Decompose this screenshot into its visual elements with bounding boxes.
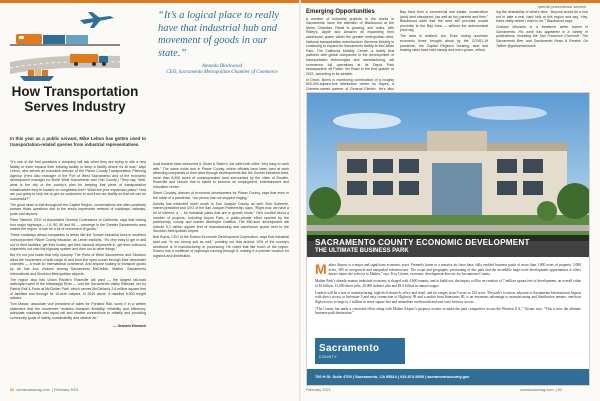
right-footer-end: comstocksmag.com | 83 xyxy=(520,388,562,392)
paragraph: local leaders have welcomed it; Sister & Sister’s Joe calls both cities “very easy to work with.” The same holds true in Placer County, where officials have been hard at work attracting companies to their area through developments like the Sunset Industrial Area, more than 8,000 acres of unincorporated land surrounded by the cities of Rocklin, Roseville and Lincoln that is slated to become an employment, entertainment and education center. xyxy=(153,162,289,189)
paragraph: ing the desirability of what’s here. “Anyone would be a fool not to take a real, hard look at this region and say, ‘Hey, that’s really where I want to be,’” Blackwood says. xyxy=(496,10,588,24)
paragraph xyxy=(315,263,581,277)
logo-name: Sacramento xyxy=(319,343,380,354)
drop-cap: M xyxy=(315,261,327,277)
site-link[interactable]: comstocksmag.com xyxy=(16,388,50,392)
paragraph: A number of industrial projects in the works in Sacramento have the attention of Blackwood at the Metro Chamber. Retail is growing, she notes, with Raley’s, Apple and Amazon all expanding their warehouse space within the greater metropolitan area. National transportation manufacturer Siemens Mobility is continuing to expand its Sacramento facility at McClellan Park. The California Mobility Center, a facility that partners with global companies in the development of transportation technologies and manufacturing, will commence full operations at its Depot Park headquarters off Power Inn Road in the first quarter of 2021, according to its website. xyxy=(306,16,394,76)
pull-quote-text: “It’s a logical place to really have that industrial hub and movement of goods in our state.” xyxy=(158,10,280,59)
transport-illustration xyxy=(10,10,120,82)
paragraph: Bob Burns, CEO of the Solano Economic Development Corporation, says that industrial land use “is our strong suit as well,” pointing out that around 10% of the county’s workforce is in manufacturing or processing. He notes that like much of the region, Solano has a multitude of highways running through it, making it a premier location for logistics and distribution. xyxy=(153,235,289,258)
right-footer xyxy=(306,388,331,392)
paragraph: Tom Masse, associate vice president of sales for Portland Rail, sums it in a written statement that the movement “enables transport flexibility, reliability and efficiency, adequate roadways and equal rail and relative connections to reliably and providing community goals of safety, sustainability and cleaner air.” xyxy=(10,302,146,320)
business-park-photo xyxy=(307,93,589,241)
page-number: 83 xyxy=(557,388,562,392)
right-column-3 xyxy=(496,10,588,50)
paragraph: Sherri Conway, director of economic development for Placer County, says that even in the midst of a pandemic, “our phone has not stopped ringing.” xyxy=(153,191,289,200)
page-gutter xyxy=(299,0,301,401)
author-note: Graham Womack is a freelance writer based in Sacramento. His work has appeared in a variety of publications, including the San Francisco Chronicle, The Sacramento Bee, and Sacramento News & Review. On Twitter @grahamwomack. xyxy=(496,25,588,48)
paragraph: The area is resilient, too. Even during uncertain economic times brought about by the COVID-19 pandemic, the Capital Region’s housing, land and leasing rates have held steady and even grown, reflect- xyxy=(400,34,488,53)
sacramento-county-ad xyxy=(306,92,590,386)
paragraph: Leaders will be a mix of manufacturing, high-tech research, office and retail, and for ranges from 5 acres to 150 acres. The park’s location, adjacent to Sacramento International Airport with direct access to Interstate 5 and easy connection to Highway 99 and a nation from Interstates 80, is an enormous advantage to manufacturing and distribution tenants: one-hour flight access to large to 1 million or more square feet and immediate north-south and east-west freeway access. xyxy=(315,290,581,304)
ad-contact-info: 700 H St. Suite 4700 | Sacramento, CA 95814 | 916.874.5555 | sacramentocounty.gov xyxy=(315,374,470,379)
page-number: 82 xyxy=(10,388,15,392)
section-subhead: Emerging Opportunities xyxy=(306,9,375,15)
paragraph: “The County has made a concerted effort along with Mather Airport’s property owners to make the park competitive across the Western U.S.,” Givans says. “This is now the ultimate business-park destination.” xyxy=(315,306,581,316)
top-accent-bar-left xyxy=(0,0,299,3)
issue-date: February 2021 xyxy=(54,388,79,392)
site-link[interactable]: comstocksmag.com xyxy=(520,388,554,392)
section-label: special promotional section xyxy=(537,4,586,9)
paragraph: The region also has Union Pacific’s Roseville rail yard — the largest rail-road switchyard west of the Mississippi River — and the Sacramento Valley Railroad, run by Patriot Rail & Ports at McClellan Park, which serves McClellan’s 2.6 million square feet of facilities and through its 10-acre railyard. In 2019 alone, it handled 6,500 freight railcars. xyxy=(10,277,146,301)
article-headline: How Transportation Serves Industry xyxy=(11,84,139,114)
top-accent-bar-right xyxy=(301,0,600,3)
paragraph: Mather Park’s already-mature industrial economy is shaped with 4,600 tenants, and at build-out, the impact will be on creation of 7 million square feet of development, an overall value of $1 billion, 12,000 direct jobs, 20,000 indirect jobs and $4.5 billion in annual wages. xyxy=(315,279,581,288)
paragraph-text: ather Airport is a major and significant economic asset. Formerly home to a massive air force base, fully entitled business parks of more than 1,000 acres of property, 3,000 acres, 380 of overgrowth and unequaled infrastructure. The scope and geographic positioning of this park and the incredible large-scale development opportunities it offers attract future site selector to Mather,” says Troy Givans, economic development director for Sacramento County. xyxy=(328,263,581,277)
issue-date: February 2021 xyxy=(306,388,331,392)
pull-quote-attribution: Amanda Blackwood CEO, Sacramento Metropolitan Chamber of Commerce xyxy=(166,64,278,75)
paragraph: The good news is that throughout the Capital Region, conversations are often positively answer those questions due to the area’s impressive network of roadways, railways, ports and airports. xyxy=(10,202,146,217)
left-footer: 82 comstocksmag.com | February 2021 xyxy=(10,388,79,392)
paragraph: Peter Tateishi, CEO of Associated General Contractors of California, says that having four major highways — I-5, 80, 50 and 99 — converge in the Greater Sacramento area makes the region “a hub for a lot of movement of goods.” xyxy=(10,218,146,232)
paragraph: These roadways attract companies to areas like the Sunset Industrial Area in southern unincorporated Placer County because, as Lebon explains, “It’s very easy to get in and out of their facilities, get their trucks, get their inbound shipments in, get their outbound shipments out onto the highway system and then out to other things.” xyxy=(10,233,146,252)
pull-quote xyxy=(158,10,286,76)
paragraph: Activity has extended much south to San Joaquin County as well. Bob Gutierrez, interim president and CEO of the San Joaquin Partnership, says, “Right now, we have a lot of interest, a ... for industrial parks that are in growth mode.” He’s excited about a number of projects, including Anyon Park, a public-private effort spurred by the partnership, county and master developer Catellus. The 550-acre development will include 5.2 million square feet of manufacturing and warehouse space next to the Stockton Metropolitan Airport. xyxy=(153,201,289,234)
paragraph: In Dixon, Burns is monitoring construction of a roughly 500,000-square-foot distribution center for Hayes, a Chinese-owned partner of General Electric. He’s also xyxy=(306,77,394,91)
paragraph: Bay Area from a commercial real estate, construction (and) land standpoint, (as well as for) parents and fires.” Blackwood adds that the area still provides crucial proximity to the Bay Area — without the astronomical price tag. xyxy=(400,10,488,33)
ad-title: SACRAMENTO COUNTY ECONOMIC DEVELOPMENT xyxy=(315,238,530,247)
paragraph: But it’s not just roads that help industry. The Ports of West Sacramento and Stockton allow the movement of bulk cargo to and from the open ocean through their deepwater channels — a must for international commerce. And anyone looking to transport goods by air has four choices among Sacramento McClellan, Mather, Sacramento International and Stockton Metropolitan airports. xyxy=(10,253,146,276)
byline: — Graham Womack xyxy=(112,323,146,328)
article-lede: In this year as a public servant, Mike Lebon has gotten used to transportation-related queries from industrial representatives. xyxy=(10,136,146,147)
left-column-2 xyxy=(153,162,289,260)
paragraph: “It’s one of the first questions a company will ask when they are trying to site a new facility or even expand their existing facility or keep a facility where it’s at now,” says Lebon, who serves as executive director of the Placer County Transportation Planning Agency. (He’s also manager of the Port of West Sacramento and of the economic development manager for North West Sacramento and Yolo County.) “They say, ‘Well, what is the city or the county’s plan for keeping that piece of transportation infrastructure they’re located on congestion-free? What are your expansion plans? How are you going to help me to get our customers to and from our facility so that we can be successful?’” xyxy=(10,160,146,201)
ad-subtitle: THE ULTIMATE BUSINESS PARK xyxy=(315,248,409,254)
right-column-2 xyxy=(400,10,488,54)
logo-tagline: COUNTY xyxy=(319,355,338,359)
ad-body xyxy=(315,263,581,318)
left-column-1 xyxy=(10,160,146,328)
